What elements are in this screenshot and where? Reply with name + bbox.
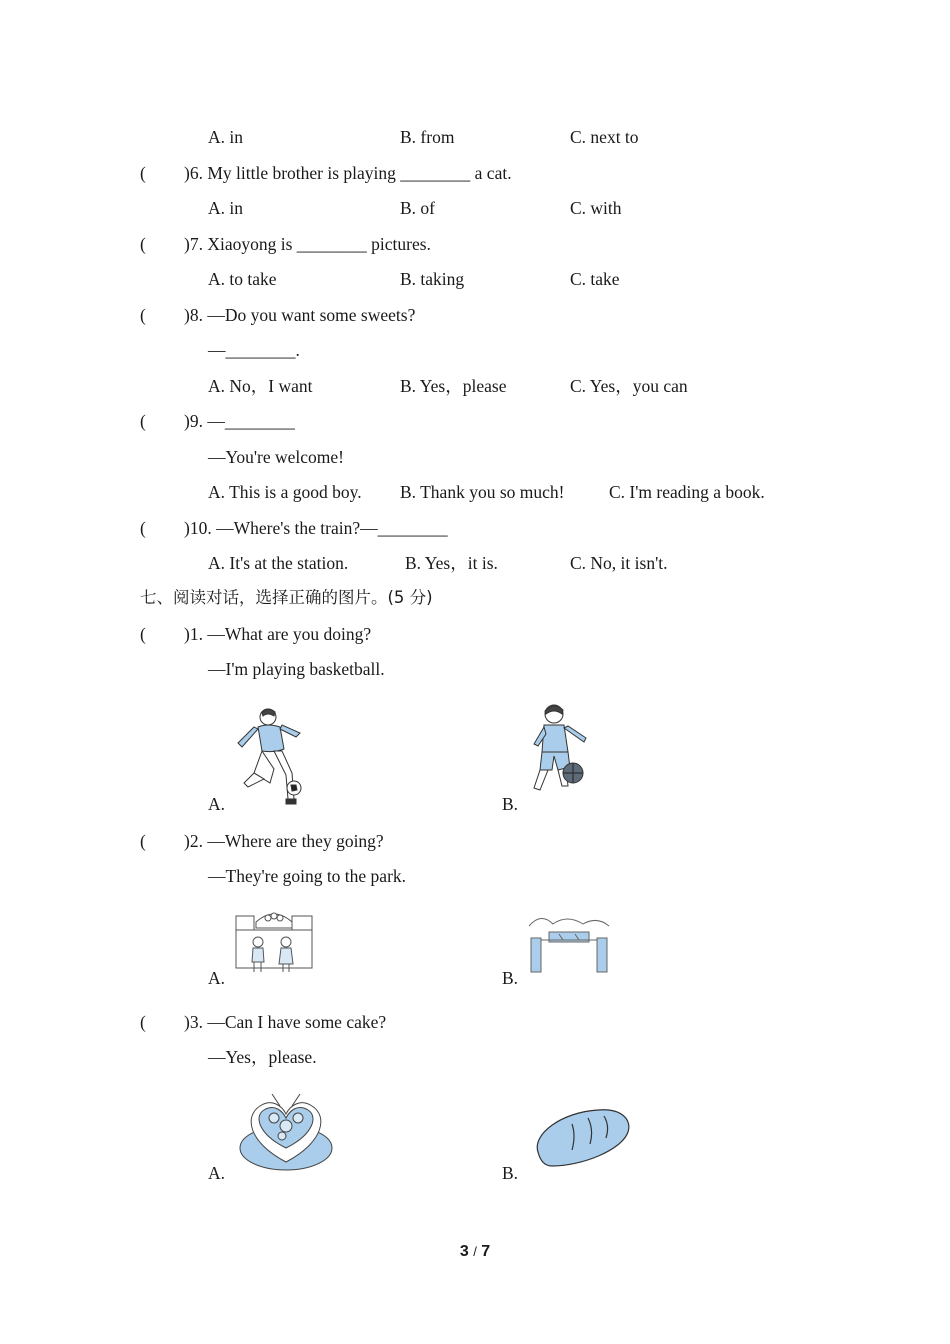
- boy-football-image[interactable]: [230, 703, 310, 811]
- question-text: )10. —Where's the train?—________: [184, 518, 448, 538]
- question-text: )9. —________: [184, 411, 295, 431]
- answer-paren[interactable]: (: [140, 305, 146, 325]
- bread-image[interactable]: [532, 1106, 632, 1170]
- option-a: A. in: [208, 127, 243, 147]
- option-a: A. This is a good boy.: [208, 482, 362, 502]
- question-text: )6. My little brother is playing ________ a cat.: [184, 163, 512, 183]
- choice-a-label: A.: [208, 968, 226, 988]
- option-b: B. of: [400, 198, 435, 218]
- page-separator: /: [473, 1244, 477, 1259]
- option-c: C. with: [570, 198, 622, 218]
- option-c: C. take: [570, 269, 620, 289]
- option-c: C. No, it isn't.: [570, 553, 668, 573]
- choice-a-label: A.: [208, 794, 226, 814]
- section-heading: 七、阅读对话，选择正确的图片。(5 分): [140, 588, 433, 607]
- choice-b-label: B.: [502, 968, 519, 988]
- question-text: )3. —Can I have some cake?: [184, 1012, 387, 1032]
- option-c: C. next to: [570, 127, 639, 147]
- option-a: A. It's at the station.: [208, 553, 349, 573]
- zoo-gate-image[interactable]: [234, 908, 314, 978]
- answer-paren[interactable]: (: [140, 831, 146, 851]
- page-number: [0, 1243, 950, 1261]
- dialogue-reply: —________.: [208, 340, 300, 360]
- answer-paren[interactable]: (: [140, 518, 146, 538]
- answer-paren[interactable]: (: [140, 624, 146, 644]
- answer-paren[interactable]: (: [140, 234, 146, 254]
- question-text: )2. —Where are they going?: [184, 831, 384, 851]
- option-b: B. Yes，it is.: [405, 553, 498, 573]
- question-text: )1. —What are you doing?: [184, 624, 372, 644]
- boy-basketball-image[interactable]: [526, 700, 596, 798]
- page-total: 7: [481, 1243, 491, 1260]
- option-c: C. Yes，you can: [570, 376, 688, 396]
- question-text: )8. —Do you want some sweets?: [184, 305, 416, 325]
- choice-b-label: B.: [502, 1163, 519, 1183]
- option-c: C. I'm reading a book.: [609, 482, 765, 502]
- option-a: A. in: [208, 198, 243, 218]
- heart-cake-image[interactable]: [238, 1086, 334, 1172]
- dialogue-reply: —You're welcome!: [208, 447, 345, 467]
- option-b: B. taking: [400, 269, 465, 289]
- option-a: A. No，I want: [208, 376, 313, 396]
- option-b: B. Thank you so much!: [400, 482, 565, 502]
- dialogue-reply: —Yes，please.: [208, 1047, 317, 1067]
- park-gate-image[interactable]: [527, 912, 611, 974]
- choice-b-label: B.: [502, 794, 519, 814]
- answer-paren[interactable]: (: [140, 1012, 146, 1032]
- answer-paren[interactable]: (: [140, 411, 146, 431]
- dialogue-reply: —They're going to the park.: [208, 866, 407, 886]
- option-a: A. to take: [208, 269, 277, 289]
- choice-a-label: A.: [208, 1163, 226, 1183]
- page-current: 3: [459, 1243, 469, 1260]
- dialogue-reply: —I'm playing basketball.: [208, 659, 385, 679]
- option-b: B. Yes，please: [400, 376, 507, 396]
- answer-paren[interactable]: (: [140, 163, 146, 183]
- question-text: )7. Xiaoyong is ________ pictures.: [184, 234, 431, 254]
- option-b: B. from: [400, 127, 455, 147]
